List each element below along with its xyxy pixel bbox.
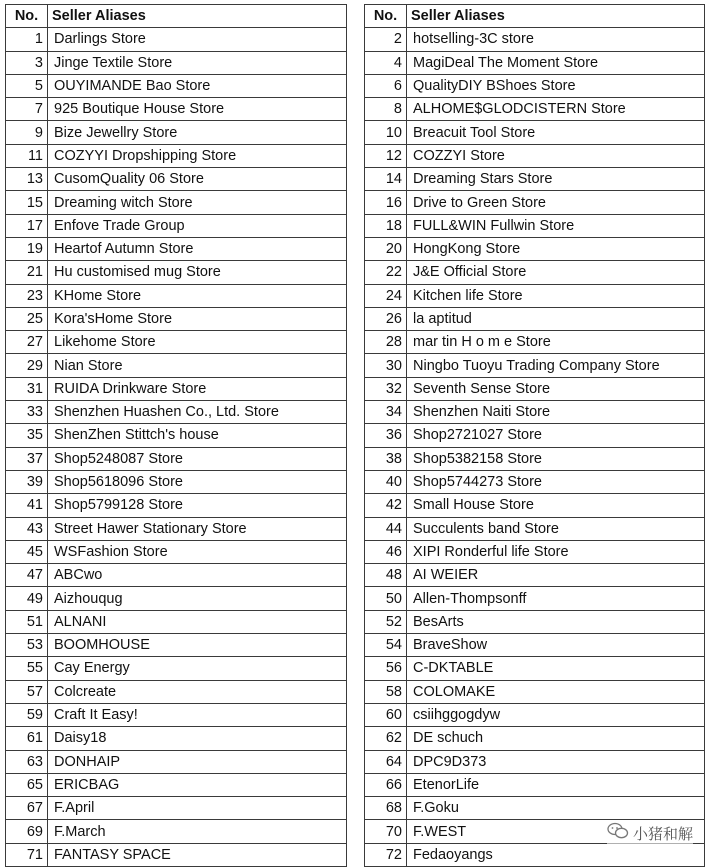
table-row bbox=[6, 261, 347, 284]
seller-alias: Cay Energy bbox=[48, 657, 347, 680]
seller-alias: Likehome Store bbox=[48, 331, 347, 354]
table-row bbox=[6, 331, 347, 354]
seller-alias: Bize Jewellry Store bbox=[48, 121, 347, 144]
table-row bbox=[365, 797, 705, 820]
row-number: 33 bbox=[6, 401, 48, 424]
row-number: 2 bbox=[365, 28, 407, 51]
row-number: 53 bbox=[6, 634, 48, 657]
row-number: 69 bbox=[6, 820, 48, 843]
seller-alias: hotselling-3C store bbox=[407, 28, 705, 51]
table-row bbox=[365, 191, 705, 214]
table-row bbox=[365, 331, 705, 354]
seller-alias: MagiDeal The Moment Store bbox=[407, 51, 705, 74]
seller-alias: COZZYI Store bbox=[407, 144, 705, 167]
seller-alias: EtenorLife bbox=[407, 773, 705, 796]
table-row bbox=[6, 470, 347, 493]
row-number: 50 bbox=[365, 587, 407, 610]
row-number: 52 bbox=[365, 610, 407, 633]
row-number: 68 bbox=[365, 797, 407, 820]
table-row bbox=[6, 634, 347, 657]
seller-alias: Enfove Trade Group bbox=[48, 214, 347, 237]
row-number: 48 bbox=[365, 564, 407, 587]
row-number: 15 bbox=[6, 191, 48, 214]
table-row bbox=[6, 191, 347, 214]
seller-alias: COLOMAKE bbox=[407, 680, 705, 703]
seller-alias: Small House Store bbox=[407, 494, 705, 517]
seller-alias: Ningbo Tuoyu Trading Company Store bbox=[407, 354, 705, 377]
row-number: 59 bbox=[6, 703, 48, 726]
table-row bbox=[365, 144, 705, 167]
seller-alias: Dreaming Stars Store bbox=[407, 168, 705, 191]
table-row bbox=[6, 540, 347, 563]
row-number: 1 bbox=[6, 28, 48, 51]
seller-alias: Aizhouqug bbox=[48, 587, 347, 610]
seller-alias: WSFashion Store bbox=[48, 540, 347, 563]
table-row bbox=[6, 354, 347, 377]
seller-alias: Shop5382158 Store bbox=[407, 447, 705, 470]
table-row bbox=[365, 843, 705, 866]
table-row bbox=[6, 424, 347, 447]
row-number: 24 bbox=[365, 284, 407, 307]
row-number: 46 bbox=[365, 540, 407, 563]
table-row bbox=[6, 797, 347, 820]
row-number: 6 bbox=[365, 74, 407, 97]
row-number: 17 bbox=[6, 214, 48, 237]
seller-alias: Kitchen life Store bbox=[407, 284, 705, 307]
table-row bbox=[6, 144, 347, 167]
row-number: 19 bbox=[6, 237, 48, 260]
table-row bbox=[6, 773, 347, 796]
seller-alias: BesArts bbox=[407, 610, 705, 633]
seller-alias: Hu customised mug Store bbox=[48, 261, 347, 284]
table-row bbox=[6, 284, 347, 307]
row-number: 47 bbox=[6, 564, 48, 587]
seller-alias: Daisy18 bbox=[48, 727, 347, 750]
seller-alias: COZYYI Dropshipping Store bbox=[48, 144, 347, 167]
table-row bbox=[6, 74, 347, 97]
row-number: 3 bbox=[6, 51, 48, 74]
row-number: 28 bbox=[365, 331, 407, 354]
table-row bbox=[365, 517, 705, 540]
row-number: 21 bbox=[6, 261, 48, 284]
table-row bbox=[365, 424, 705, 447]
seller-alias: Shenzhen Huashen Co., Ltd. Store bbox=[48, 401, 347, 424]
seller-alias: F.April bbox=[48, 797, 347, 820]
seller-alias: Succulents band Store bbox=[407, 517, 705, 540]
seller-alias: Dreaming witch Store bbox=[48, 191, 347, 214]
seller-alias: Shenzhen Naiti Store bbox=[407, 401, 705, 424]
row-number: 39 bbox=[6, 470, 48, 493]
table-row bbox=[365, 494, 705, 517]
table-row bbox=[6, 750, 347, 773]
row-number: 51 bbox=[6, 610, 48, 633]
table-row bbox=[365, 74, 705, 97]
row-number: 11 bbox=[6, 144, 48, 167]
row-number: 38 bbox=[365, 447, 407, 470]
row-number: 29 bbox=[6, 354, 48, 377]
table-row bbox=[365, 727, 705, 750]
seller-alias: Jinge Textile Store bbox=[48, 51, 347, 74]
seller-alias: QualityDIY BShoes Store bbox=[407, 74, 705, 97]
row-number: 22 bbox=[365, 261, 407, 284]
seller-alias: XIPI Ronderful life Store bbox=[407, 540, 705, 563]
table-row bbox=[6, 843, 347, 866]
table-row bbox=[365, 703, 705, 726]
row-number: 70 bbox=[365, 820, 407, 843]
row-number: 43 bbox=[6, 517, 48, 540]
table-row bbox=[6, 564, 347, 587]
seller-alias: Seventh Sense Store bbox=[407, 377, 705, 400]
table-row bbox=[365, 284, 705, 307]
table-row bbox=[6, 703, 347, 726]
seller-alias: F.WEST bbox=[407, 820, 705, 843]
table-row bbox=[365, 237, 705, 260]
header-seller-aliases: Seller Aliases bbox=[48, 5, 347, 28]
seller-alias: Shop5799128 Store bbox=[48, 494, 347, 517]
row-number: 36 bbox=[365, 424, 407, 447]
table-row bbox=[6, 51, 347, 74]
table-row bbox=[6, 447, 347, 470]
row-number: 67 bbox=[6, 797, 48, 820]
table-row bbox=[365, 634, 705, 657]
table-row bbox=[6, 820, 347, 843]
row-number: 65 bbox=[6, 773, 48, 796]
seller-alias: KHome Store bbox=[48, 284, 347, 307]
seller-alias: ShenZhen Stittch's house bbox=[48, 424, 347, 447]
seller-alias: C-DKTABLE bbox=[407, 657, 705, 680]
row-number: 60 bbox=[365, 703, 407, 726]
row-number: 40 bbox=[365, 470, 407, 493]
row-number: 54 bbox=[365, 634, 407, 657]
seller-alias: Street Hawer Stationary Store bbox=[48, 517, 347, 540]
row-number: 66 bbox=[365, 773, 407, 796]
row-number: 8 bbox=[365, 98, 407, 121]
table-row bbox=[365, 540, 705, 563]
row-number: 56 bbox=[365, 657, 407, 680]
seller-alias: Fedaoyangs bbox=[407, 843, 705, 866]
table-row bbox=[6, 121, 347, 144]
table-row bbox=[365, 773, 705, 796]
table-row bbox=[6, 98, 347, 121]
table-row bbox=[365, 168, 705, 191]
table-row bbox=[6, 237, 347, 260]
wechat-icon bbox=[607, 822, 629, 844]
table-row bbox=[365, 121, 705, 144]
row-number: 32 bbox=[365, 377, 407, 400]
seller-alias: Nian Store bbox=[48, 354, 347, 377]
seller-alias: ALNANI bbox=[48, 610, 347, 633]
seller-alias: Allen-Thompsonff bbox=[407, 587, 705, 610]
seller-table-right bbox=[364, 4, 705, 867]
table-row bbox=[365, 51, 705, 74]
row-number: 23 bbox=[6, 284, 48, 307]
table-row bbox=[6, 727, 347, 750]
table-row bbox=[365, 354, 705, 377]
row-number: 45 bbox=[6, 540, 48, 563]
table-row bbox=[365, 214, 705, 237]
seller-alias: J&E Official Store bbox=[407, 261, 705, 284]
table-row bbox=[365, 28, 705, 51]
seller-alias: F.March bbox=[48, 820, 347, 843]
seller-alias: ABCwo bbox=[48, 564, 347, 587]
header-row bbox=[365, 5, 705, 28]
seller-alias: FANTASY SPACE bbox=[48, 843, 347, 866]
row-number: 64 bbox=[365, 750, 407, 773]
seller-alias: BOOMHOUSE bbox=[48, 634, 347, 657]
row-number: 44 bbox=[365, 517, 407, 540]
row-number: 7 bbox=[6, 98, 48, 121]
watermark bbox=[607, 822, 693, 844]
row-number: 10 bbox=[365, 121, 407, 144]
row-number: 9 bbox=[6, 121, 48, 144]
row-number: 16 bbox=[365, 191, 407, 214]
table-row bbox=[365, 261, 705, 284]
table-row bbox=[365, 657, 705, 680]
header-seller-aliases: Seller Aliases bbox=[407, 5, 705, 28]
table-row bbox=[365, 610, 705, 633]
row-number: 14 bbox=[365, 168, 407, 191]
table-row bbox=[6, 517, 347, 540]
row-number: 42 bbox=[365, 494, 407, 517]
seller-alias: Colcreate bbox=[48, 680, 347, 703]
header-no: No. bbox=[365, 5, 407, 28]
table-row bbox=[6, 401, 347, 424]
seller-alias: Shop5248087 Store bbox=[48, 447, 347, 470]
seller-alias: DE schuch bbox=[407, 727, 705, 750]
table-row bbox=[365, 447, 705, 470]
table-row bbox=[6, 28, 347, 51]
seller-alias: Breacuit Tool Store bbox=[407, 121, 705, 144]
table-row bbox=[365, 750, 705, 773]
table-row bbox=[365, 377, 705, 400]
seller-table-left bbox=[5, 4, 347, 867]
row-number: 5 bbox=[6, 74, 48, 97]
seller-alias: OUYIMANDE Bao Store bbox=[48, 74, 347, 97]
row-number: 25 bbox=[6, 307, 48, 330]
table-row bbox=[6, 657, 347, 680]
seller-alias: ALHOME$GLODCISTERN Store bbox=[407, 98, 705, 121]
seller-alias: F.Goku bbox=[407, 797, 705, 820]
table-row bbox=[365, 680, 705, 703]
watermark-text: 小猪和解 bbox=[632, 825, 693, 843]
table-row bbox=[365, 564, 705, 587]
table-row bbox=[6, 214, 347, 237]
seller-alias: AI WEIER bbox=[407, 564, 705, 587]
row-number: 34 bbox=[365, 401, 407, 424]
seller-alias: Craft It Easy! bbox=[48, 703, 347, 726]
row-number: 71 bbox=[6, 843, 48, 866]
row-number: 41 bbox=[6, 494, 48, 517]
row-number: 55 bbox=[6, 657, 48, 680]
row-number: 26 bbox=[365, 307, 407, 330]
table-row bbox=[6, 377, 347, 400]
row-number: 30 bbox=[365, 354, 407, 377]
row-number: 37 bbox=[6, 447, 48, 470]
table-row bbox=[6, 610, 347, 633]
row-number: 61 bbox=[6, 727, 48, 750]
table-row bbox=[365, 307, 705, 330]
row-number: 35 bbox=[6, 424, 48, 447]
table-row bbox=[365, 401, 705, 424]
seller-alias: csiihggogdyw bbox=[407, 703, 705, 726]
seller-alias: Shop5618096 Store bbox=[48, 470, 347, 493]
row-number: 72 bbox=[365, 843, 407, 866]
table-row bbox=[6, 680, 347, 703]
row-number: 57 bbox=[6, 680, 48, 703]
row-number: 62 bbox=[365, 727, 407, 750]
row-number: 49 bbox=[6, 587, 48, 610]
seller-alias: FULL&WIN Fullwin Store bbox=[407, 214, 705, 237]
seller-alias: DONHAIP bbox=[48, 750, 347, 773]
table-row bbox=[365, 470, 705, 493]
row-number: 58 bbox=[365, 680, 407, 703]
table-row bbox=[6, 307, 347, 330]
seller-alias: Heartof Autumn Store bbox=[48, 237, 347, 260]
row-number: 4 bbox=[365, 51, 407, 74]
row-number: 12 bbox=[365, 144, 407, 167]
row-number: 13 bbox=[6, 168, 48, 191]
row-number: 20 bbox=[365, 237, 407, 260]
table-row bbox=[365, 98, 705, 121]
row-number: 31 bbox=[6, 377, 48, 400]
seller-alias: mar tin H o m e Store bbox=[407, 331, 705, 354]
seller-alias: Darlings Store bbox=[48, 28, 347, 51]
table-row bbox=[6, 494, 347, 517]
table-row bbox=[6, 168, 347, 191]
seller-alias: la aptitud bbox=[407, 307, 705, 330]
seller-alias: CusomQuality 06 Store bbox=[48, 168, 347, 191]
seller-alias: Shop2721027 Store bbox=[407, 424, 705, 447]
seller-alias: Drive to Green Store bbox=[407, 191, 705, 214]
row-number: 18 bbox=[365, 214, 407, 237]
seller-alias: Shop5744273 Store bbox=[407, 470, 705, 493]
seller-alias: RUIDA Drinkware Store bbox=[48, 377, 347, 400]
seller-alias: ERICBAG bbox=[48, 773, 347, 796]
table-row bbox=[6, 587, 347, 610]
table-row bbox=[365, 587, 705, 610]
seller-alias: 925 Boutique House Store bbox=[48, 98, 347, 121]
seller-alias: BraveShow bbox=[407, 634, 705, 657]
seller-alias: HongKong Store bbox=[407, 237, 705, 260]
header-row bbox=[6, 5, 347, 28]
row-number: 27 bbox=[6, 331, 48, 354]
seller-alias: DPC9D373 bbox=[407, 750, 705, 773]
seller-alias: Kora'sHome Store bbox=[48, 307, 347, 330]
row-number: 63 bbox=[6, 750, 48, 773]
header-no: No. bbox=[6, 5, 48, 28]
